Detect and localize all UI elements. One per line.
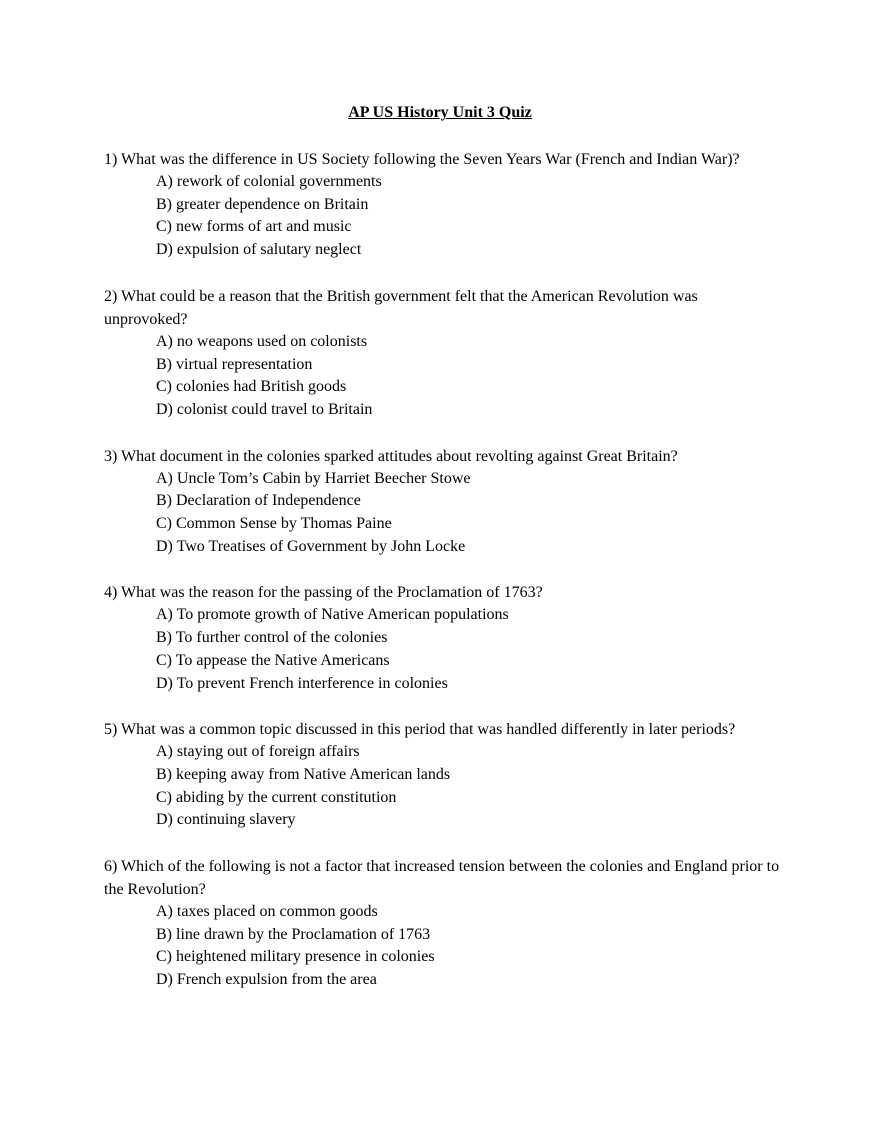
answer-option-d: D) Two Treatises of Government by John Locke <box>156 537 466 555</box>
answer-option-a: A) staying out of foreign affairs <box>156 743 360 761</box>
answer-options <box>104 741 784 832</box>
answer-option-c: C) heightened military presence in colonies <box>156 948 435 966</box>
answer-option-d: D) To prevent French interference in colonies <box>156 674 448 692</box>
answer-option-c: C) colonies had British goods <box>156 378 347 396</box>
document-title: AP US History Unit 3 Quiz <box>348 104 532 121</box>
answer-option-d: D) expulsion of salutary neglect <box>156 241 362 259</box>
question-1 <box>104 148 784 262</box>
question-6 <box>104 855 784 992</box>
question-stem: 5) What was a common topic discussed in this period that was handled differently in later periods? <box>104 721 736 739</box>
answer-option-a: A) taxes placed on common goods <box>156 903 378 921</box>
question-5 <box>104 718 784 832</box>
answer-options <box>104 468 784 559</box>
answer-option-c: C) abiding by the current constitution <box>156 788 397 806</box>
answer-option-a: A) no weapons used on colonists <box>156 332 368 350</box>
question-stem: 2) What could be a reason that the British government felt that the American Revolution was unprovoked? <box>104 287 698 328</box>
answer-options <box>104 604 784 695</box>
answer-option-a: A) rework of colonial governments <box>156 173 382 190</box>
question-4 <box>104 581 784 695</box>
answer-option-b: B) Declaration of Independence <box>156 492 361 510</box>
answer-option-c: C) To appease the Native Americans <box>156 651 390 669</box>
answer-option-a: A) To promote growth of Native American populations <box>156 606 509 624</box>
answer-option-b: B) To further control of the colonies <box>156 629 388 647</box>
answer-option-b: B) greater dependence on Britain <box>156 195 369 213</box>
question-stem: 3) What document in the colonies sparked attitudes about revolting against Great Britain? <box>104 447 678 465</box>
answer-option-d: D) continuing slavery <box>156 811 296 829</box>
answer-option-c: C) new forms of art and music <box>156 218 352 236</box>
question-3 <box>104 445 784 559</box>
answer-option-d: D) colonist could travel to Britain <box>156 400 373 418</box>
answer-option-b: B) keeping away from Native American lands <box>156 765 451 783</box>
question-2 <box>104 285 784 422</box>
question-list <box>104 148 784 1015</box>
answer-option-b: B) virtual representation <box>156 355 313 373</box>
answer-options <box>104 331 784 422</box>
answer-option-a: A) Uncle Tom’s Cabin by Harriet Beecher Stowe <box>156 469 471 487</box>
question-stem: 6) Which of the following is not a factor that increased tension between the colonies and England prior to the Revolution? <box>104 858 780 899</box>
answer-option-d: D) French expulsion from the area <box>156 971 377 989</box>
answer-option-c: C) Common Sense by Thomas Paine <box>156 515 392 533</box>
question-stem: 1) What was the difference in US Society following the Seven Years War (French and Indian War)? <box>104 151 740 168</box>
question-stem: 4) What was the reason for the passing of the Proclamation of 1763? <box>104 584 543 602</box>
answer-options <box>104 901 784 992</box>
answer-options <box>104 171 784 262</box>
answer-option-b: B) line drawn by the Proclamation of 1763 <box>156 925 431 943</box>
